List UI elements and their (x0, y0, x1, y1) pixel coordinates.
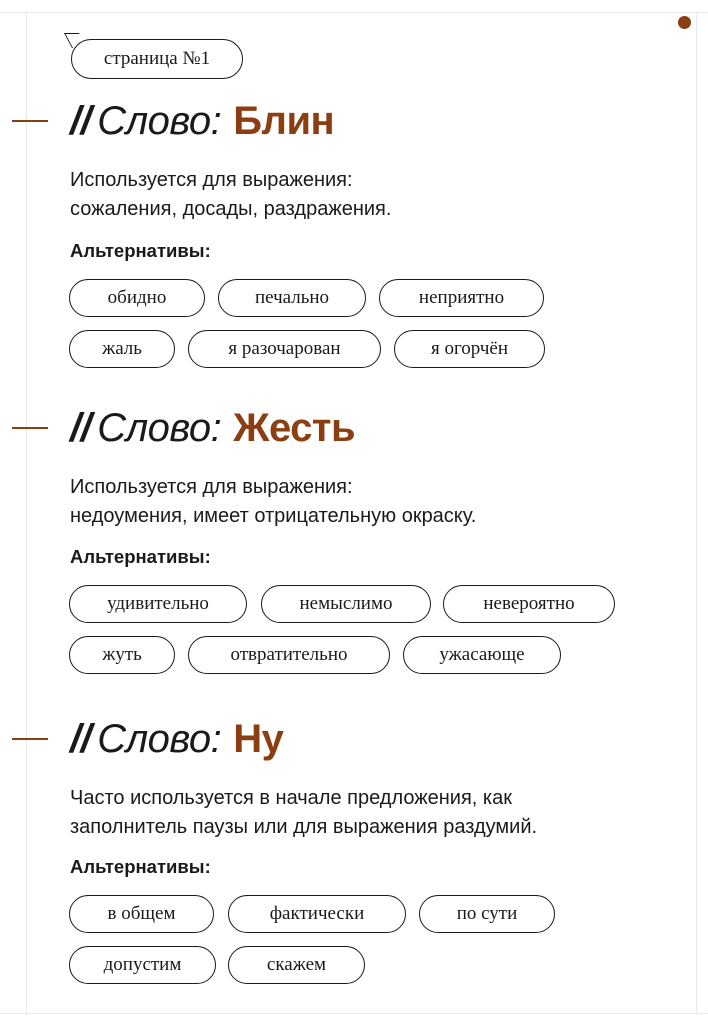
alternative-chip: допустим (69, 946, 216, 984)
alternative-chip: отвратительно (188, 636, 390, 674)
word-description (70, 473, 670, 531)
alternatives-label: Альтернативы: (70, 240, 211, 261)
section-tick-mark (12, 120, 48, 122)
alternative-chip: печально (218, 279, 366, 317)
word-heading (70, 98, 334, 144)
heading-word: Жесть (233, 406, 356, 450)
description-line-1: Используется для выражения: (70, 169, 353, 191)
alternative-chip: жаль (69, 330, 175, 368)
alternative-chip: немыслимо (261, 585, 431, 623)
alternative-chip: жуть (69, 636, 175, 674)
description-line-2: сожаления, досады, раздражения. (70, 198, 392, 220)
alternatives-label: Альтернативы: (70, 546, 211, 567)
alternative-chip: обидно (69, 279, 205, 317)
alternative-chip: фактически (228, 895, 406, 933)
description-line-2: недоумения, имеет отрицательную окраску. (70, 505, 477, 527)
heading-word: Блин (233, 99, 335, 143)
alternative-chip: по сути (419, 895, 555, 933)
heading-slashes: // (70, 717, 92, 761)
alternative-chip: невероятно (443, 585, 615, 623)
alternative-chip: я огорчён (394, 330, 545, 368)
word-heading (70, 405, 355, 451)
frame-top-line (0, 12, 708, 13)
alternative-chip: удивительно (69, 585, 247, 623)
frame-left-line (26, 12, 27, 1013)
alternative-chip: в общем (69, 895, 214, 933)
frame-bottom-line (0, 1013, 708, 1014)
heading-word: Ну (233, 717, 284, 761)
heading-prefix: Слово: (97, 717, 222, 761)
heading-prefix: Слово: (97, 99, 222, 143)
heading-slashes: // (70, 99, 92, 143)
heading-slashes: // (70, 406, 92, 450)
alternative-chip: ужасающе (403, 636, 561, 674)
word-description (70, 166, 670, 224)
corner-dot-icon (678, 16, 691, 29)
page-number-badge: страница №1 (71, 39, 243, 79)
description-line-2: заполнитель паузы или для выражения раздумий. (70, 816, 538, 838)
section-tick-mark (12, 738, 48, 740)
word-description (70, 784, 670, 842)
word-heading (70, 716, 283, 762)
alternative-chip: я разочарован (188, 330, 381, 368)
heading-prefix: Слово: (97, 406, 222, 450)
alternatives-label: Альтернативы: (70, 856, 211, 877)
alternative-chip: скажем (228, 946, 365, 984)
alternative-chip: неприятно (379, 279, 544, 317)
frame-right-line (696, 12, 697, 1013)
description-line-1: Часто используется в начале предложения, как (70, 787, 512, 809)
description-line-1: Используется для выражения: (70, 476, 353, 498)
section-tick-mark (12, 427, 48, 429)
